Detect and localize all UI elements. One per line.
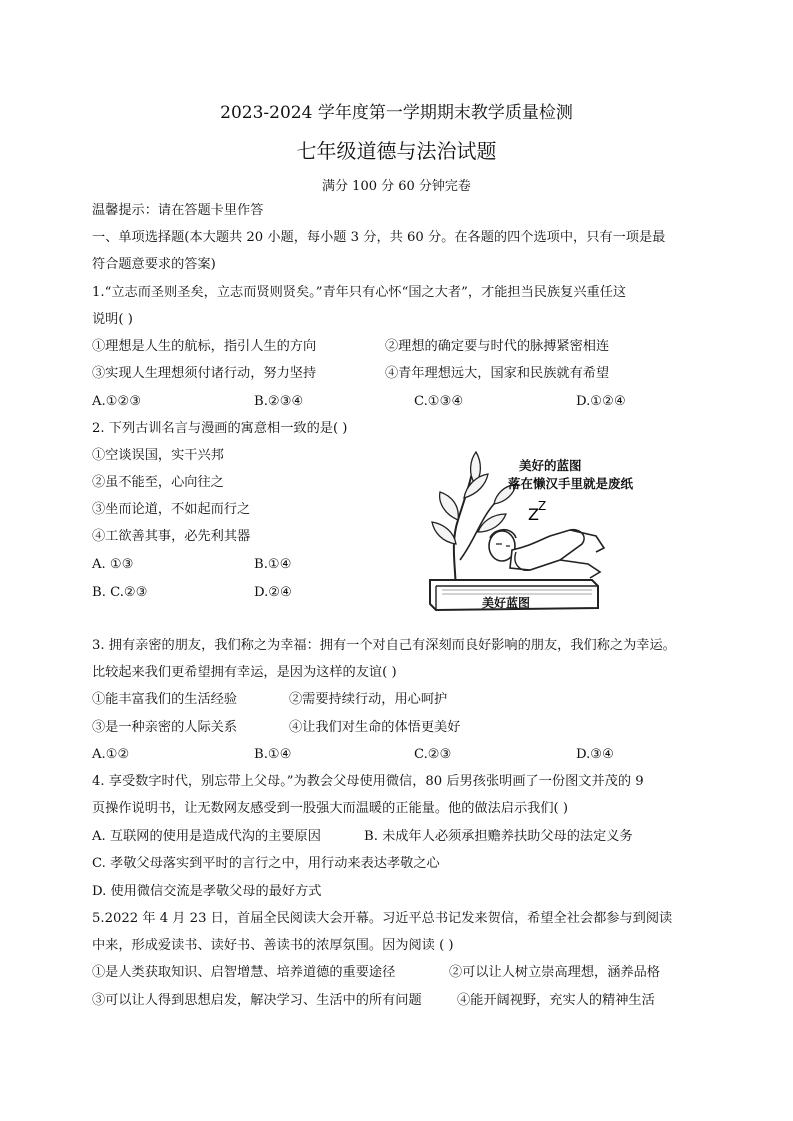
cartoon-book-label: 美好蓝图 bbox=[482, 596, 531, 610]
exam-subtitle: 七年级道德与法治试题 bbox=[296, 139, 497, 163]
cartoon-caption-1: 美好的蓝图 bbox=[519, 458, 582, 473]
exam-title: 2023-2024 学年度第一学期期末教学质量检测 bbox=[220, 103, 573, 123]
q2-item-4: ④工欲善其事，必先利其器 bbox=[92, 529, 251, 544]
q1-item-2: ②理想的确定要与时代的脉搏紧密相连 bbox=[385, 339, 610, 354]
q1-stem: 1.“立志而圣则圣矣，立志而贤则贤矣。”青年只有心怀“国之大者”，才能担当民族复兴重任这 bbox=[92, 285, 627, 300]
q5-item-1: ①是人类获取知识、启智增慧、培养道德的重要途径 bbox=[92, 965, 396, 980]
q5-item-3: ③可以让人得到思想启发，解决学习、生活中的所有问题 bbox=[92, 993, 422, 1008]
q3-choice-a: A.①② bbox=[92, 747, 130, 762]
section-heading: 一、单项选择题(本大题共 20 小题，每小题 3 分，共 60 分。在各题的四个选项中，只有一项是最 bbox=[92, 230, 666, 245]
q2-item-3: ③坐而论道，不如起而行之 bbox=[92, 502, 251, 517]
q1-item-1: ①理想是人生的航标，指引人生的方向 bbox=[92, 339, 317, 354]
q4-choice-a: A. 互联网的使用是造成代沟的主要原因 bbox=[92, 829, 321, 844]
q3-item-2: ②需要持续行动，用心呵护 bbox=[289, 692, 448, 707]
q1-choice-d: D.①②④ bbox=[576, 394, 626, 409]
q3-stem: 3. 拥有亲密的朋友，我们称之为幸福：拥有一个对自己有深刻而良好影响的朋友，我们称之为幸运。 bbox=[92, 638, 676, 653]
q5-stem: 5.2022 年 4 月 23 日，首届全民阅读大会开幕。习近平总书记发来贺信，希望全社会都参与到阅读 bbox=[92, 911, 673, 926]
q1-choice-c: C.①③④ bbox=[414, 394, 464, 409]
q2-stem: 2. 下列古训名言与漫画的寓意相一致的是( ) bbox=[92, 421, 348, 436]
q4-choice-b: B. 未成年人必须承担赡养扶助父母的法定义务 bbox=[364, 829, 633, 844]
q2-choice-c: B. C.②③ bbox=[92, 585, 148, 600]
q4-stem-cont: 页操作说明书，让无数网友感受到一股强大而温暖的正能量。他的做法启示我们( ) bbox=[92, 801, 569, 816]
q1-item-3: ③实现人生理想须付诸行动，努力坚持 bbox=[92, 366, 317, 381]
q2-choice-b: B.①④ bbox=[254, 557, 292, 572]
q4-choice-c: C. 孝敬父母落实到平时的言行之中，用行动来表达孝敬之心 bbox=[92, 856, 440, 871]
snore-mark: Z bbox=[528, 505, 539, 524]
q3-choice-c: C.②③ bbox=[414, 747, 452, 762]
q2-choice-d: D.②④ bbox=[254, 585, 292, 600]
q3-choice-d: D.③④ bbox=[576, 747, 614, 762]
q3-item-1: ①能丰富我们的生活经验 bbox=[92, 692, 238, 707]
cartoon-caption-2: 落在懒汉手里就是废纸 bbox=[508, 476, 634, 491]
q5-stem-cont: 中来，形成爱读书、读好书、善读书的浓厚氛围。因为阅读 ( ) bbox=[92, 938, 454, 953]
q4-stem: 4. 享受数字时代，别忘带上父母。”为教会父母使用微信，80 后男孩张明画了一份图文并茂的 9 bbox=[92, 774, 644, 789]
snore-mark-small: Z bbox=[538, 499, 547, 513]
q4-choice-d: D. 使用微信交流是孝敬父母的最好方式 bbox=[92, 884, 322, 899]
q1-stem-cont: 说明( ) bbox=[92, 312, 133, 327]
q2-choice-a: A. ①③ bbox=[92, 557, 134, 572]
q5-item-2: ②可以让人树立崇高理想，涵养品格 bbox=[449, 965, 660, 980]
warm-tip: 温馨提示：请在答题卡里作答 bbox=[92, 203, 264, 218]
q5-item-4: ④能开阔视野，充实人的精神生活 bbox=[457, 993, 655, 1008]
q3-stem-cont: 比较起来我们更希望拥有幸运，是因为这样的友谊( ) bbox=[92, 665, 397, 680]
q3-choice-b: B.①④ bbox=[254, 747, 292, 762]
q1-item-4: ④青年理想远大，国家和民族就有希望 bbox=[385, 366, 610, 381]
q1-choice-a: A.①②③ bbox=[92, 394, 142, 409]
q1-choice-b: B.②③④ bbox=[254, 394, 304, 409]
q2-item-2: ②虽不能至，心向往之 bbox=[92, 475, 224, 490]
q3-item-3: ③是一种亲密的人际关系 bbox=[92, 720, 238, 735]
cartoon-illustration bbox=[420, 440, 652, 618]
q3-item-4: ④让我们对生命的体悟更美好 bbox=[289, 720, 461, 735]
section-heading-cont: 符合题意要求的答案) bbox=[92, 257, 216, 272]
q2-item-1: ①空谈误国，实干兴邦 bbox=[92, 448, 224, 463]
exam-meta: 满分 100 分 60 分钟完卷 bbox=[322, 179, 471, 194]
